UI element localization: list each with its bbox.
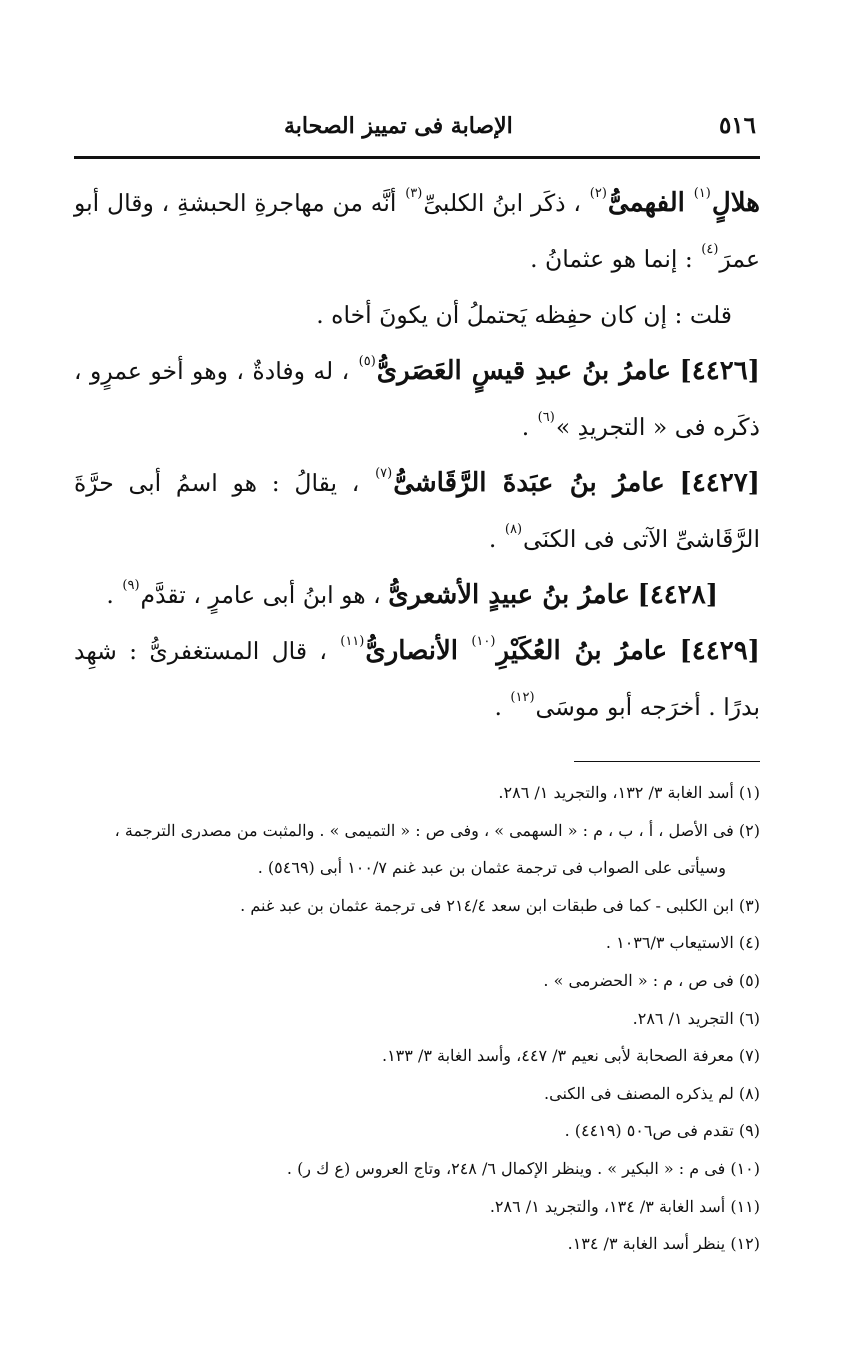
footnote-ref: (١١) [340, 634, 365, 649]
footnote-ref: (٢) [589, 186, 607, 201]
footnote: (٦) التجريد ١/ ٢٨٦. [632, 1008, 760, 1028]
entry-name: عامرُ بنُ عبيدٍ الأشعرىُّ [388, 580, 631, 610]
entry-name: الفهمىُّ [607, 188, 685, 218]
entry-text: . [106, 581, 114, 609]
footnote-ref: (٨) [504, 522, 523, 537]
entry-text: ، له وفادةٌ ، وهو أخو عمرٍو ، [74, 357, 350, 385]
entry-text: ذكَره فى « التجريدِ » [555, 413, 760, 441]
entry-name: عامرُ بنُ العُكَيْرِ [496, 636, 668, 666]
entry-name: عامرُ بنُ عبَدةَ الرَّقَاشىُّ [393, 468, 665, 498]
footnote: (٨) لم يذكره المصنف فى الكنى. [544, 1083, 760, 1103]
footnote: (٥) فى ص ، م : « الحضرمى » . [543, 970, 760, 990]
entry-text: عمرَ [719, 245, 760, 273]
entry-number: [٤٤٢٩] [679, 636, 760, 666]
entry-text: . [494, 693, 502, 721]
footnote-ref: (١٠) [471, 634, 496, 649]
footnote: (١٠) فى م : « البكير » . وينظر الإكمال ٦/ ٢٤٨، وتاج العروس (ع ك ر) . [286, 1158, 760, 1178]
running-header [74, 112, 760, 159]
entry-name: الأنصارىُّ [365, 636, 459, 666]
entry-name: هلالٍ [711, 188, 760, 218]
footnote-ref: (٣) [405, 186, 423, 201]
footnote: (٣) ابن الكلبى - كما فى طبقات ابن سعد ٢١٤/٤ فى ترجمة عثمان بن عبد غنم . [240, 895, 760, 915]
footnote-ref: (٦) [537, 410, 555, 425]
entry-text: ، يقالُ : هو اسمُ أبى حرَّةَ الرَّقَاشىِّ [74, 469, 760, 553]
entry-number: [٤٤٢٨] [637, 580, 718, 610]
footnote-continuation: وسيأتى على الصواب فى ترجمة عثمان بن عبد غنم ١٠٠/٧ أبى (٥٤٦٩) . [257, 858, 726, 878]
entry-4429 [74, 623, 760, 735]
entry-hilal [74, 175, 760, 287]
entry-text: . [488, 525, 497, 553]
footnote-ref: (٤) [701, 242, 719, 257]
entry-number: [٤٤٢٧] [679, 468, 760, 498]
footnote: (١٢) ينظر أسد الغابة ٣/ ١٣٤. [567, 1234, 760, 1254]
footnote-ref: (٧) [375, 466, 393, 481]
entry-text: . [521, 413, 530, 441]
entry-text: ، قال المستغفرىُّ : شهِد [74, 637, 327, 665]
book-page [74, 112, 760, 1263]
footnote: (١١) أسد الغابة ٣/ ١٣٤، والتجريد ١/ ٢٨٦. [489, 1196, 760, 1216]
footnote-ref: (١٢) [510, 690, 535, 705]
author-remark: قلت : إن كان حفِظه يَحتملُ أن يكونَ أخاه . [316, 301, 732, 329]
main-text [74, 175, 760, 735]
footnote-ref: (٥) [358, 354, 376, 369]
entry-text: ، هو ابنُ أبى عامرٍ ، تقدَّم [140, 581, 381, 609]
footnote: (٧) معرفة الصحابة لأبى نعيم ٣/ ٤٤٧، وأسد الغابة ٣/ ١٣٣. [381, 1046, 760, 1066]
entry-4428 [74, 567, 760, 623]
footnote: (١) أسد الغابة ٣/ ١٣٢، والتجريد ١/ ٢٨٦. [498, 783, 760, 802]
footnote-ref: (٩) [122, 578, 140, 593]
entry-text: الآتى فى الكنَى [523, 525, 669, 553]
footnote-ref: (١) [693, 186, 711, 201]
book-title: الإصابة فى تمييز الصحابة [284, 113, 513, 139]
entry-text: أنَّه من مهاجرةِ الحبشةِ ، وقال أبو [74, 189, 397, 217]
entry-4426 [74, 343, 760, 455]
footnotes [74, 774, 760, 1263]
footnote-separator [574, 761, 760, 762]
entry-number: [٤٤٢٦] [679, 356, 760, 386]
entry-text: ، ذكَر ابنُ الكلبىِّ [423, 189, 581, 217]
entry-text: : إنما هو عثمانُ . [530, 245, 693, 273]
footnote: (٩) تقدم فى ص٥٠٦ (٤٤١٩) . [564, 1121, 760, 1141]
entry-name: عامرُ بنُ عبدِ قيسٍ العَصَرىُّ [376, 356, 672, 386]
footnote: (٢) فى الأصل ، أ ، ب ، م : « السهمى » ، وفى ص : « التميمى » . والمثبت من مصدرى الترجمة ، [114, 820, 760, 840]
footnote: (٤) الاستيعاب ١٠٣٦/٣ . [605, 933, 760, 953]
page-number: ٥١٦ [718, 112, 756, 139]
entry-text: بدرًا . أخرَجه أبو موسَى [535, 693, 760, 721]
entry-4427 [74, 455, 760, 567]
